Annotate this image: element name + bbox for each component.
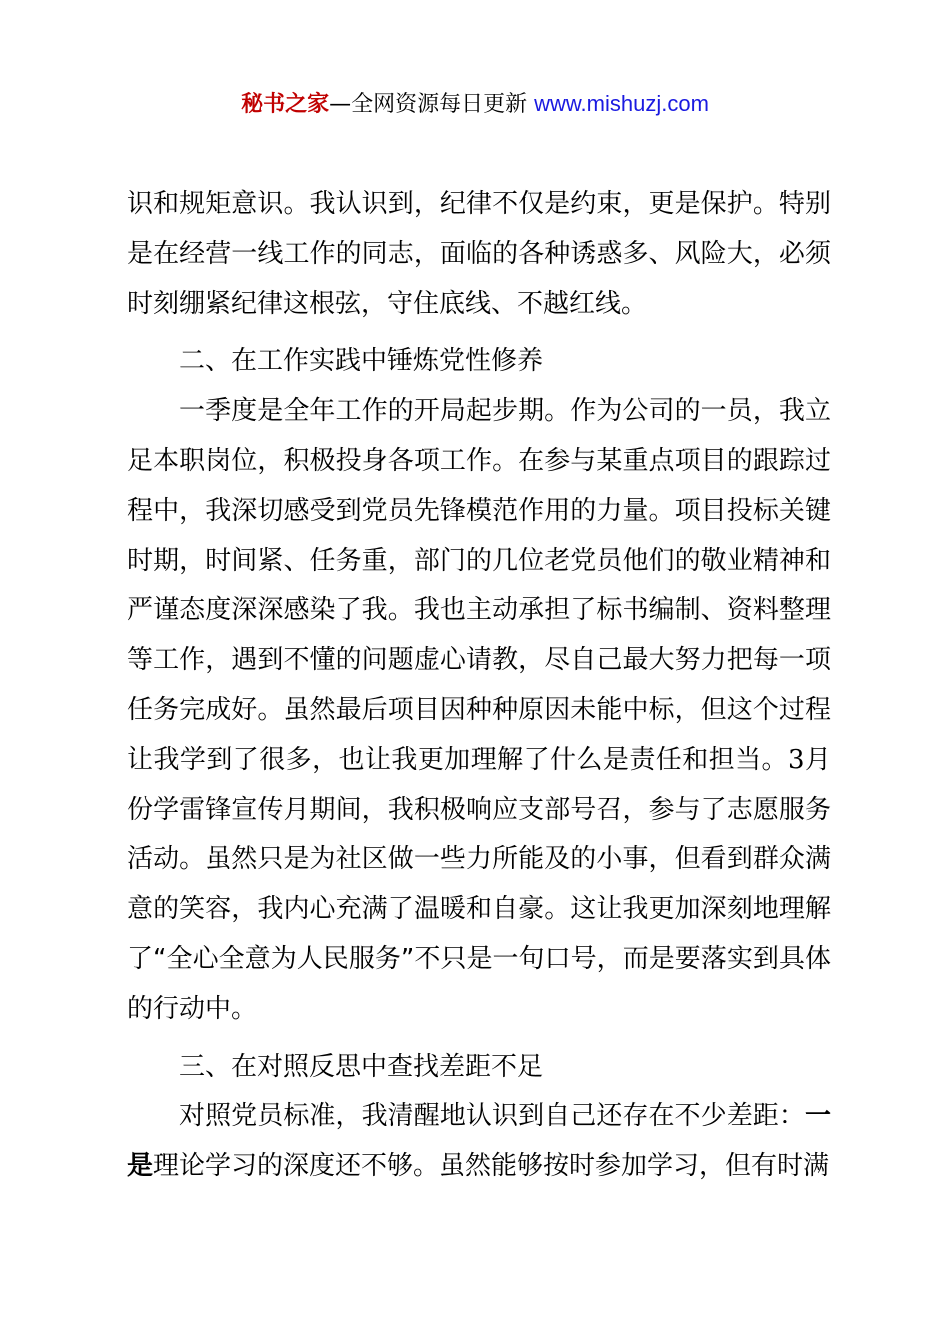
paragraph-1: 识和规矩意识。我认识到，纪律不仅是约束，更是保护。特别是在经营一线工作的同志，面临的各种诱惑多、风险大，必须时刻绷紧纪律这根弦，守住底线、不越红线。 — [127, 189, 831, 319]
document-body — [127, 180, 831, 1192]
paragraph-2-number: 3 — [787, 744, 805, 775]
paragraph-2-text-a: 一季度是全年工作的开局起步期。作为公司的一员，我立足本职岗位，积极投身各项工作。在参与某重点项目的跟踪过程中，我深切感受到党员先锋模范作用的力量。项目投标关键时期，时间紧、任务重，部门的几位老党员他们的敬业精神和严谨态度深深感染了我。我也主动承担了标书编制、资料整理等工作，遇到不懂的问题虚心请教，尽自己最大努力把每一项任务完成好。虽然最后项目因种种原因未能中标，但这个过程让我学到了很多，也让我更加理解了什么是责任和担当。 — [127, 396, 831, 775]
section-heading-3: 三、在对照反思中查找差距不足 — [179, 1051, 544, 1082]
page-header — [0, 88, 950, 121]
paragraph-3-text-a: 对照党员标准，我清醒地认识到自己还存在不少差距： — [179, 1101, 805, 1132]
paragraph-2 — [127, 387, 831, 1034]
paragraph-2-text-b: 月份学雷锋宣传月期间，我积极响应支部号召，参与了志愿服务活动。虽然只是为社区做一些力所能及的小事，但看到群众满意的笑容，我内心充满了温暖和自豪。这让我更加深刻地理解了“全心全意为人民服务”不只是一句口号，而是要落实到具体的行动中。 — [127, 744, 831, 1024]
header-tagline: —全网资源每日更新 — [329, 92, 535, 117]
website-link[interactable]: www.mishuzj.com — [534, 91, 709, 116]
paragraph-3-bold-marker: 一是 — [127, 1101, 831, 1182]
section-heading-2: 二、在工作实践中锤炼党性修养 — [179, 346, 544, 377]
paragraph-3-text-b: 理论学习的深度还不够。虽然能够按时参加学习，但有时满 — [153, 1151, 830, 1182]
paragraph-3 — [127, 1092, 831, 1192]
brand-name: 秘书之家 — [241, 92, 330, 117]
